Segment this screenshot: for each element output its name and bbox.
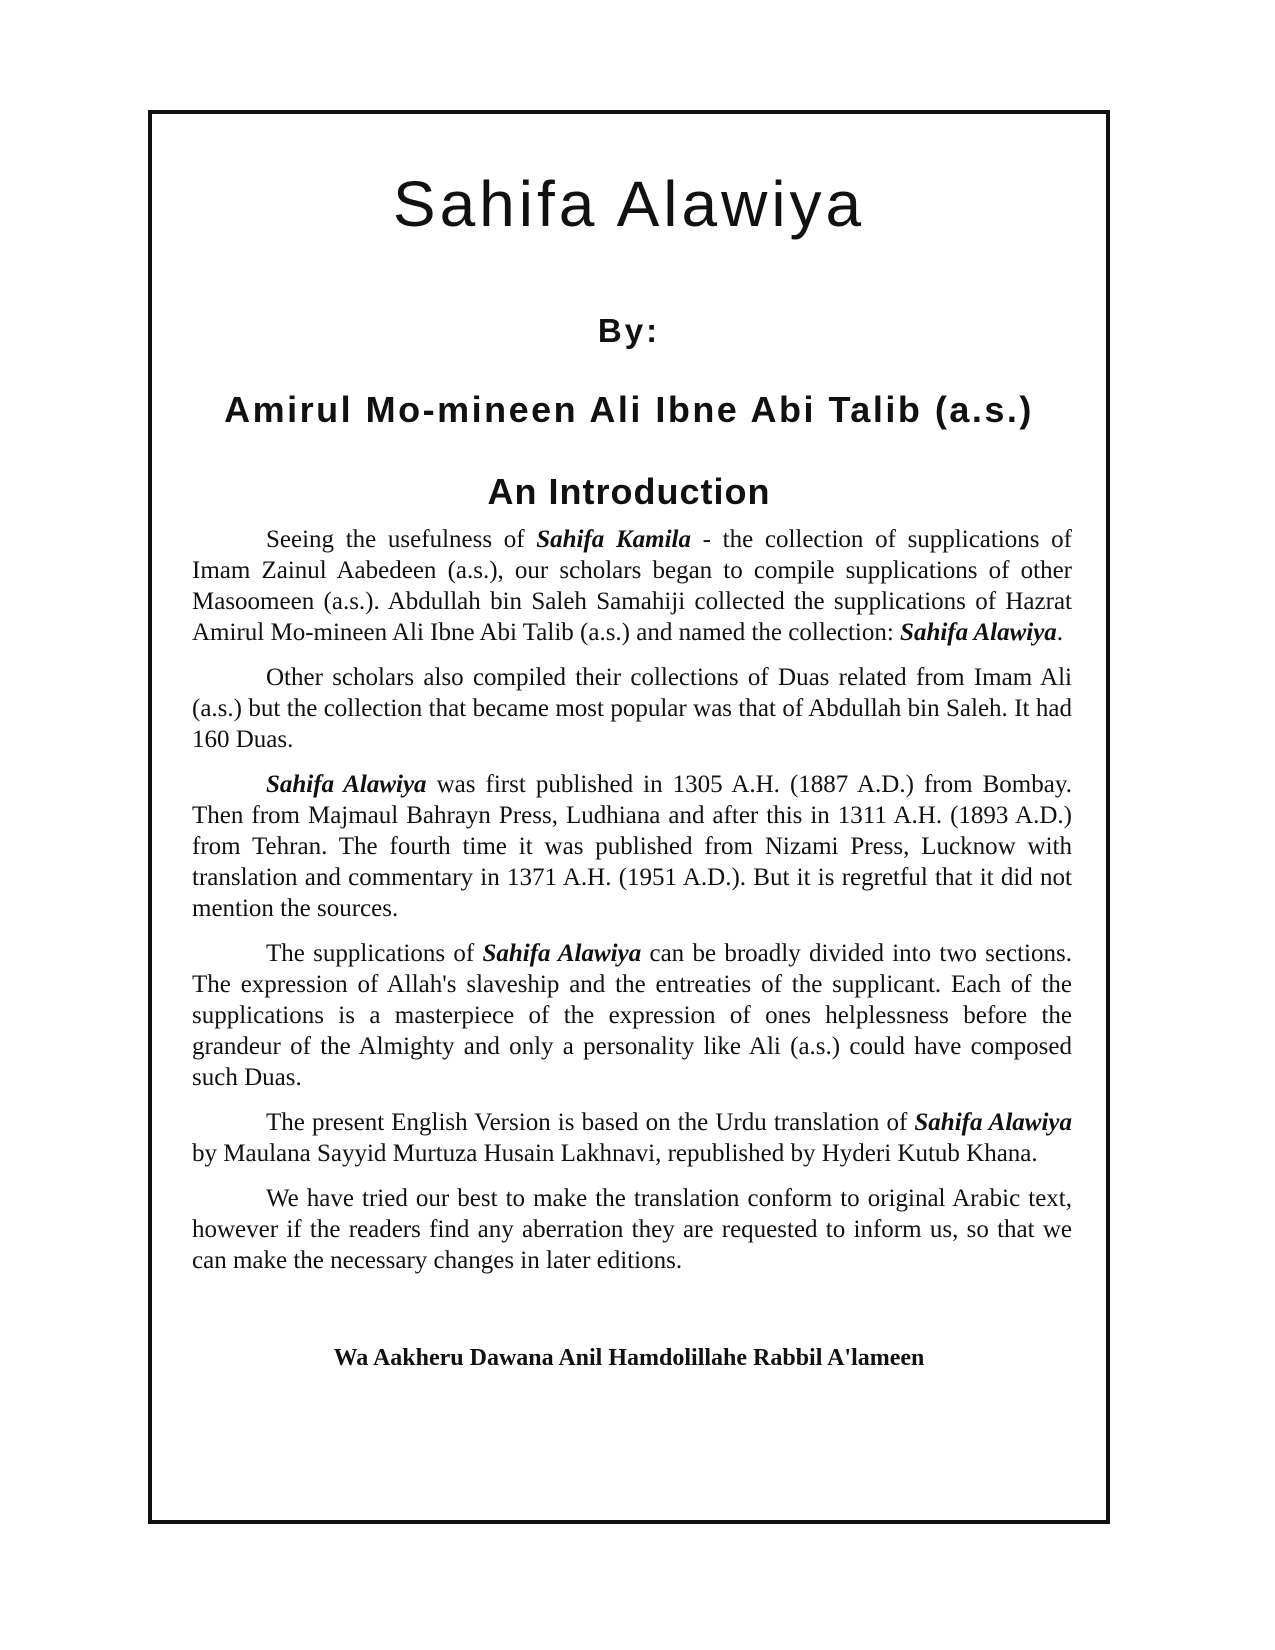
- paragraph-1-text-b: - the collection of supplications of Imam Zainul Aabedeen (a.s.), our scholars began to compile supplications of other Masoomeen (a.s.). Abdullah bin Saleh Samahiji collected the supplications of Hazrat Amirul Mo-mineen Ali Ibne Abi Talib (a.s.) and named the collection:: [192, 526, 1072, 646]
- paragraph-4-text-b: can be broadly divided into two sections. The expression of Allah's slaveship and the entreaties of the supplicant. Each of the supplications is a masterpiece of the expression of ones helplessness before the grandeur of the Almighty and only a personality like Ali (a.s.) could have composed such Duas.: [192, 940, 1072, 1091]
- paragraph-4-emphasis: Sahifa Alawiya: [482, 940, 642, 967]
- paragraph-5-emphasis: Sahifa Alawiya: [914, 1109, 1072, 1136]
- paragraph-3-text: was first published in 1305 A.H. (1887 A.D.) from Bombay. Then from Majmaul Bahrayn Press, Ludhiana and after this in 1311 A.H. (1893 A.D.) from Tehran. The fourth time it was published from Nizami Press, Lucknow with translation and commentary in 1371 A.H. (1951 A.D.). But it is regretful that it did not mention the sources.: [192, 771, 1072, 922]
- paragraph-5: [192, 1107, 1072, 1169]
- introduction-body: [192, 524, 1072, 1290]
- document-title: Sahifa Alawiya: [392, 168, 866, 240]
- paragraph-1-emphasis-a: Sahifa Kamila: [536, 526, 691, 553]
- author-name: Amirul Mo-mineen Ali Ibne Abi Talib (a.s.): [224, 389, 1034, 430]
- page-border-frame: [148, 110, 1110, 1524]
- paragraph-5-text-b: by Maulana Sayyid Murtuza Husain Lakhnavi, republished by Hyderi Kutub Khana.: [192, 1140, 1038, 1167]
- paragraph-3-emphasis: Sahifa Alawiya: [266, 771, 427, 798]
- paragraph-1-emphasis-b: Sahifa Alawiya: [900, 619, 1057, 646]
- paragraph-5-text-a: The present English Version is based on the Urdu translation of: [266, 1109, 915, 1136]
- paragraph-4-text-a: The supplications of: [266, 940, 483, 967]
- paragraph-3: [192, 769, 1072, 924]
- paragraph-2: Other scholars also compiled their collections of Duas related from Imam Ali (a.s.) but the collection that became most popular was that of Abdullah bin Saleh. It had 160 Duas.: [192, 664, 1072, 753]
- paragraph-1-text-a: Seeing the usefulness of: [266, 526, 537, 553]
- paragraph-1-text-c: .: [1056, 619, 1064, 646]
- paragraph-1: [192, 524, 1072, 648]
- section-heading: An Introduction: [487, 471, 771, 512]
- paragraph-6: We have tried our best to make the translation conform to original Arabic text, however if the readers find any aberration they are requested to inform us, so that we can make the necessary changes in later editions.: [192, 1185, 1072, 1274]
- by-label: By:: [597, 312, 661, 349]
- paragraph-4: [192, 938, 1072, 1093]
- closing-line: Wa Aakheru Dawana Anil Hamdolillahe Rabbil A'lameen: [333, 1345, 925, 1371]
